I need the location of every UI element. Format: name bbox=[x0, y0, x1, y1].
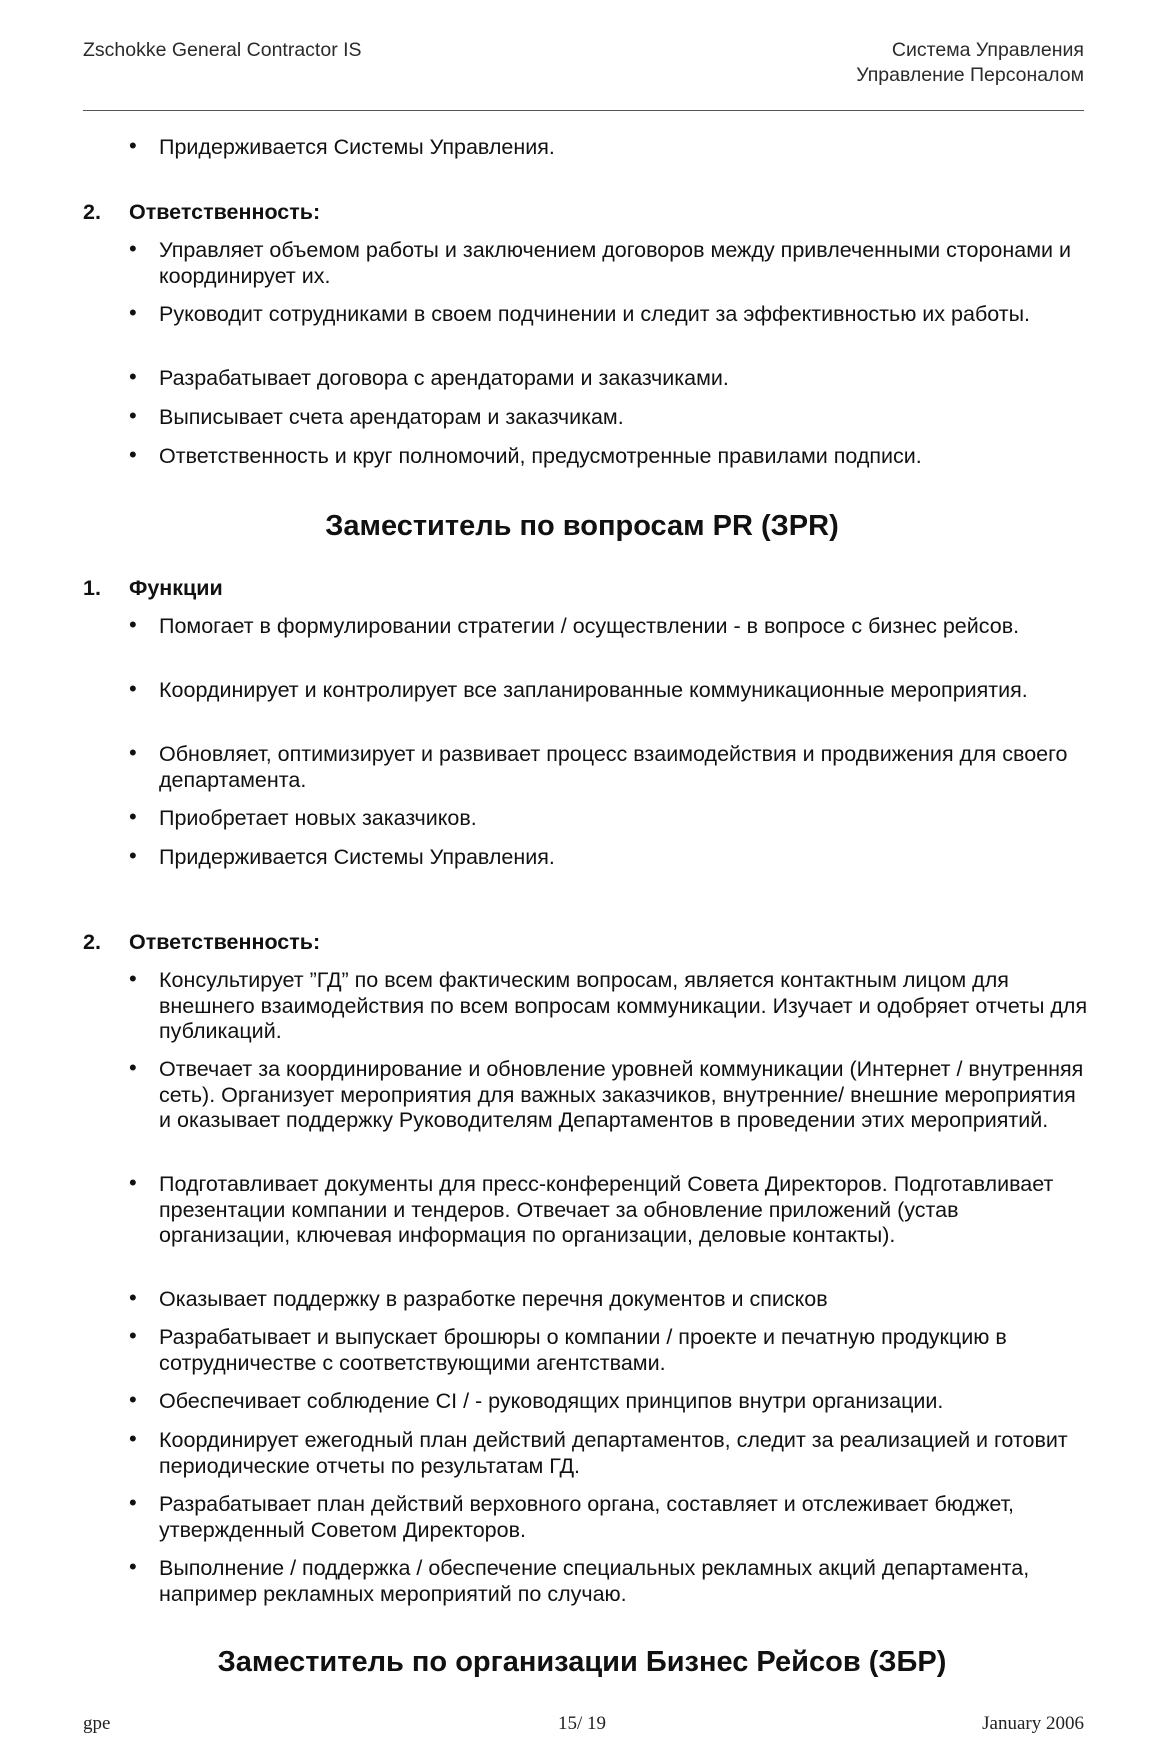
bullet-icon: • bbox=[129, 1554, 137, 1579]
bullet-icon: • bbox=[129, 966, 137, 991]
list-item: • Руководит сотрудниками в своем подчинении и следит за эффективностью их работы. bbox=[129, 300, 1031, 326]
footer-date: January 2006 bbox=[982, 1713, 1084, 1734]
list-item: • Ответственность и круг полномочий, предусмотренные правилами подписи. bbox=[129, 442, 922, 468]
bullet-icon: • bbox=[129, 1170, 137, 1195]
bullet-icon: • bbox=[129, 1055, 137, 1080]
bullet-icon: • bbox=[129, 612, 137, 637]
bullet-icon: • bbox=[129, 804, 137, 829]
section-heading-functions: 1. Функции bbox=[83, 576, 223, 600]
list-item: • Обеспечивает соблюдение CI / - руководящих принципов внутри организации. bbox=[129, 1387, 944, 1413]
bullet-icon: • bbox=[129, 1323, 137, 1348]
list-item: • Отвечает за координирование и обновление уровней коммуникации (Интернет / внутренняя сеть). Организует мероприятия для важных заказчиков, внутренние/ внешние мероприятия и оказывает поддержку Руководителям Департаментов в проведении этих мероприятий. bbox=[129, 1055, 1084, 1132]
header-company: Zschokke General Contractor IS bbox=[83, 39, 362, 61]
header-system-line2: Управление Персоналом bbox=[856, 64, 1084, 86]
list-item: • Приобретает новых заказчиков. bbox=[129, 804, 477, 830]
bullet-icon: • bbox=[129, 236, 137, 261]
footer-author: gpe bbox=[83, 1713, 111, 1734]
bullet-icon: • bbox=[129, 1426, 137, 1451]
header-divider bbox=[83, 110, 1084, 111]
list-item: • Придерживается Системы Управления. bbox=[129, 133, 555, 159]
list-item: • Координирует ежегодный план действий департаментов, следит за реализацией и готовит периодические отчеты по результатам ГД. bbox=[129, 1426, 1068, 1478]
header-system-line1: Система Управления bbox=[891, 39, 1084, 61]
section-title-pr: Заместитель по вопросам PR (ЗPR) bbox=[325, 510, 839, 542]
bullet-icon: • bbox=[129, 676, 137, 701]
list-item: • Управляет объемом работы и заключением договоров между привлеченными сторонами и координирует их. bbox=[129, 236, 1071, 288]
bullet-icon: • bbox=[129, 1285, 137, 1310]
bullet-icon: • bbox=[129, 300, 137, 325]
list-item: • Помогает в формулировании стратегии / осуществлении - в вопросе с бизнес рейсов. bbox=[129, 612, 1020, 638]
list-item: • Подготавливает документы для пресс-конференций Совета Директоров. Подготавливает презентации компании и тендеров. Отвечает за обновление приложений (устав организации, ключевая информация по организации, деловые контакты). bbox=[129, 1170, 1054, 1247]
bullet-icon: • bbox=[129, 843, 137, 868]
bullet-icon: • bbox=[129, 1387, 137, 1412]
bullet-icon: • bbox=[129, 1490, 137, 1515]
list-item: • Координирует и контролирует все запланированные коммуникационные мероприятия. bbox=[129, 676, 1028, 702]
list-item: • Оказывает поддержку в разработке перечня документов и списков bbox=[129, 1285, 828, 1311]
section-title-business-trips: Заместитель по организации Бизнес Рейсов (ЗБР) bbox=[217, 1646, 947, 1678]
list-item: • Консультирует ”ГД” по всем фактическим вопросам, является контактным лицом для внешнего взаимодействия по всем вопросам коммуникации. Изучает и одобряет отчеты для публикаций. bbox=[129, 966, 1088, 1043]
list-item: • Разрабатывает план действий верховного органа, составляет и отслеживает бюджет, утвержденный Советом Директоров. bbox=[129, 1490, 1015, 1542]
list-item: • Выполнение / поддержка / обеспечение специальных рекламных акций департамента, например рекламных мероприятий по случаю. bbox=[129, 1554, 1030, 1606]
section-heading-responsibility-pr: 2. Ответственность: bbox=[83, 930, 321, 954]
list-item: • Придерживается Системы Управления. bbox=[129, 843, 555, 869]
bullet-icon: • bbox=[129, 740, 137, 765]
bullet-icon: • bbox=[129, 442, 137, 467]
list-item: • Разрабатывает договора с арендаторами и заказчиками. bbox=[129, 364, 729, 390]
bullet-icon: • bbox=[129, 133, 137, 158]
list-item: • Обновляет, оптимизирует и развивает процесс взаимодействия и продвижения для своего департамента. bbox=[129, 740, 1068, 792]
list-item: • Выписывает счета арендаторам и заказчикам. bbox=[129, 403, 624, 429]
section-heading-responsibility: 2. Ответственность: bbox=[83, 200, 321, 224]
header-system bbox=[856, 38, 1084, 88]
list-item: • Разрабатывает и выпускает брошюры о компании / проекте и печатную продукцию в сотрудничестве с соответствующими агентствами. bbox=[129, 1323, 1007, 1375]
bullet-icon: • bbox=[129, 364, 137, 389]
footer-page-number: 15/ 19 bbox=[557, 1713, 607, 1734]
bullet-icon: • bbox=[129, 403, 137, 428]
